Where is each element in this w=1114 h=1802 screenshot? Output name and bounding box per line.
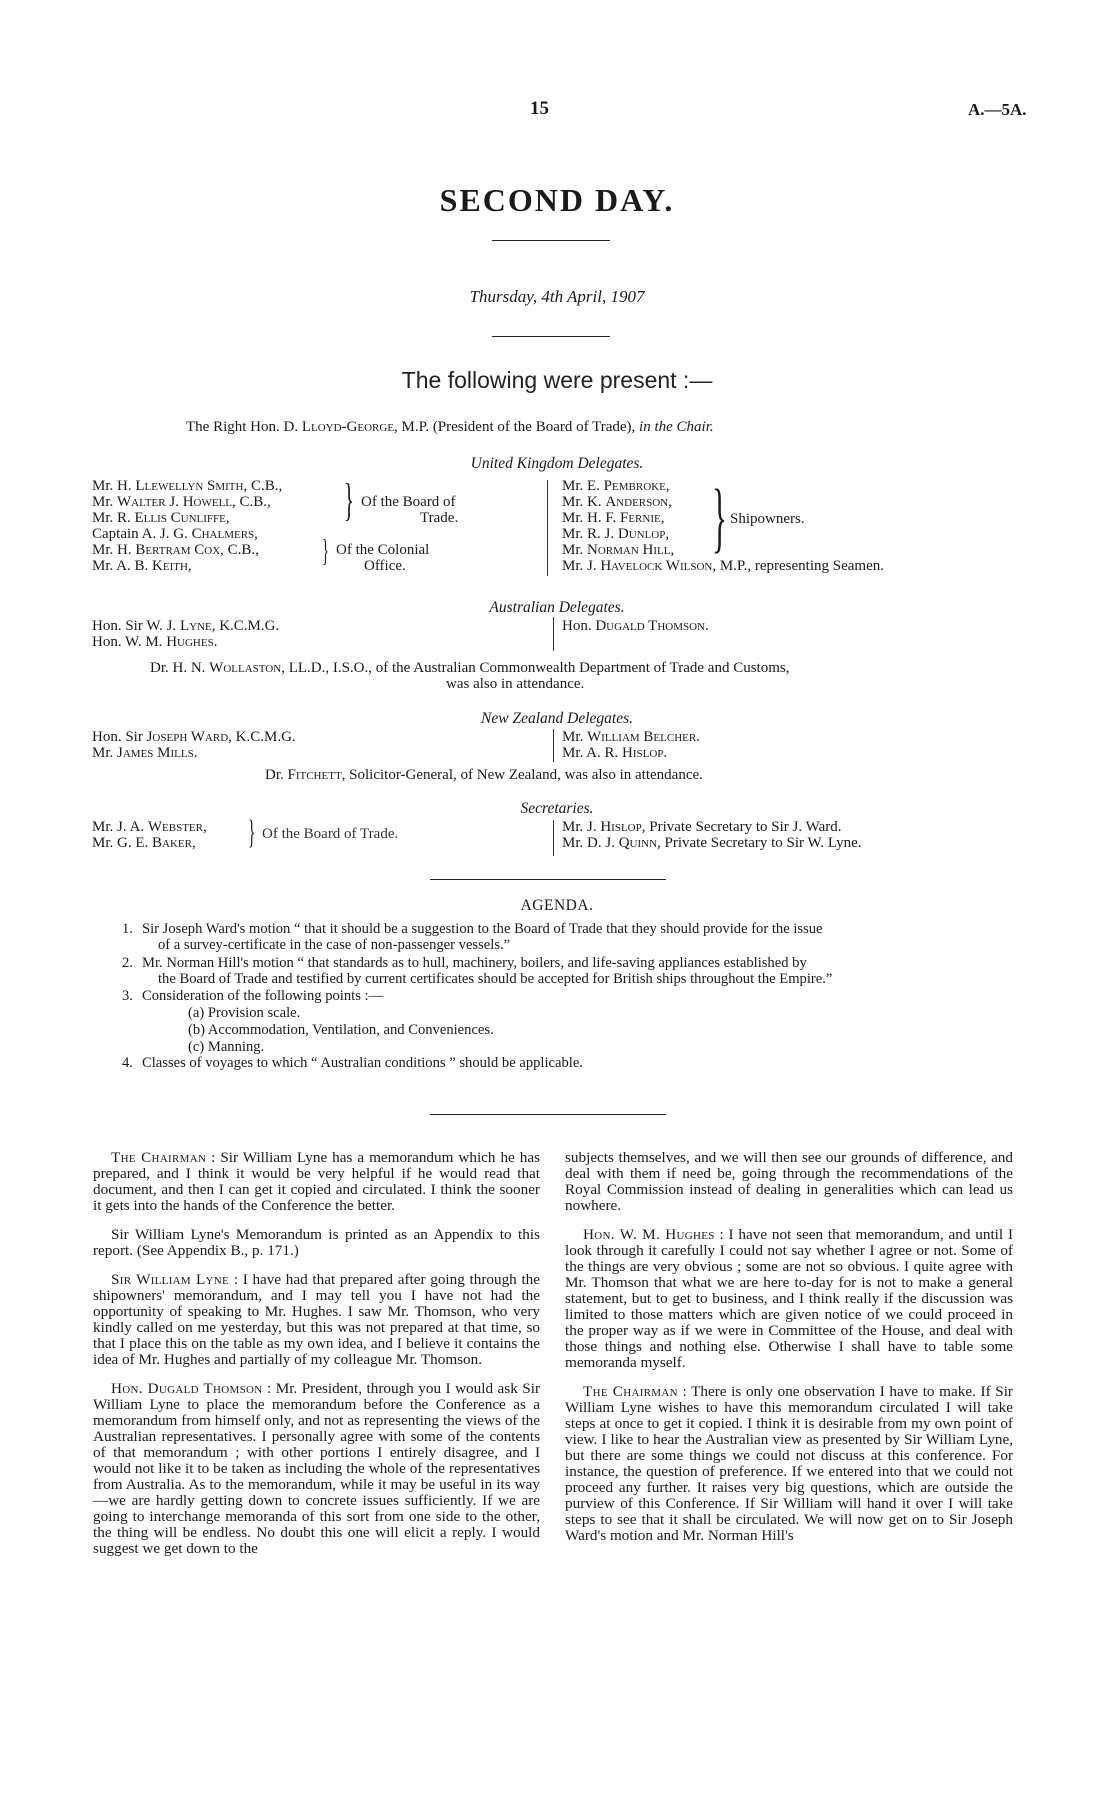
person-name: Norman Hill — [587, 542, 671, 558]
secretaries-brace: } — [248, 814, 256, 851]
title-rule — [492, 240, 610, 241]
uk-delegate — [562, 542, 674, 558]
name-prefix: Mr. — [562, 542, 584, 558]
name-prefix: Mr. G. E. — [92, 835, 149, 851]
name-suffix: , — [668, 494, 672, 510]
speech-text: subjects themselves, and we will then see our grounds of difference, and deal with them if need be, going through the recommendations of the Royal Commission instead of dealing in generalities which can lead us nowhere. — [565, 1149, 1013, 1214]
australian-delegate — [562, 618, 709, 634]
nz-delegate — [92, 745, 197, 761]
agenda-item-2: 2. Mr. Norman Hill's motion “ that standards as to hull, machinery, boilers, and life-saving appliances established by the Board of Trade and testified by current certificates should be accepted for British ships throughout the Empire.” — [122, 955, 833, 987]
speech-paragraph — [93, 1227, 540, 1259]
name-suffix: . — [213, 634, 218, 650]
shipowners-label: Shipowners. — [730, 511, 805, 527]
person-name: Pembroke — [603, 478, 666, 494]
name-prefix: Mr. A. B. — [92, 558, 149, 574]
speech-paragraph — [565, 1227, 1013, 1371]
uk-delegate — [92, 510, 230, 526]
speech-text: : I have not seen that memorandum, and until I look through it carefully I could not say whether I agree or not. Some of the things are very obvious ; some are not so obvious. I quite agree with Mr. Thomson that what we are here to-day for is not to make a general statement, but to get to business, and I think really if the discussion was limited to those matters which are given notice of we could proceed in the proper way as if we were in Committee of the House, and deal with those things and nothing else. Otherwise I shall have to table some memoranda myself. — [565, 1226, 1013, 1371]
name-suffix: , C.B., — [232, 494, 271, 510]
name-suffix: , — [191, 835, 196, 851]
board-label-2: Trade. — [420, 510, 459, 526]
colonial-brace: } — [322, 532, 329, 568]
name-prefix: Mr. — [92, 745, 114, 761]
secretaries-divider — [553, 820, 554, 856]
name-prefix: Hon. W. M. — [92, 634, 163, 650]
secretary — [92, 819, 207, 835]
left-column — [93, 1150, 540, 1570]
nz-delegate — [92, 729, 296, 745]
secretary — [562, 819, 841, 835]
name-suffix: , — [660, 510, 665, 526]
name-prefix: Mr. D. J. — [562, 835, 615, 851]
board-label: Of the Board of — [361, 494, 456, 510]
name-prefix: Mr. — [562, 729, 584, 745]
person-name: Dugald Thomson — [595, 618, 705, 634]
agenda-top-rule — [430, 879, 666, 880]
person-name: Walter J. Howell — [117, 494, 233, 510]
speech-text: Sir William Lyne's Memorandum is printed as an Appendix to this report. (See Appendix B., p. 171.) — [93, 1226, 540, 1259]
agenda-sub-item-b: (b) Accommodation, Ventilation, and Conveniences. — [188, 1022, 494, 1038]
uk-delegate — [92, 494, 271, 510]
colonial-label-2: Office. — [364, 558, 406, 574]
secretary — [562, 835, 862, 851]
name-suffix: , — [254, 526, 258, 542]
wollaston-note-2: was also in attendance. — [446, 676, 585, 692]
person-name: William Belcher — [587, 729, 697, 745]
name-prefix: Mr. H. — [92, 478, 132, 494]
name-prefix: Mr. — [92, 494, 114, 510]
person-name: Lyne — [179, 618, 212, 634]
agenda-sub-item-c: (c) Manning. — [188, 1039, 265, 1055]
name-suffix: , — [670, 542, 675, 558]
secretaries-heading: Secretaries. — [520, 800, 594, 817]
name-suffix: , K.C.M.G. — [211, 618, 280, 634]
speech-paragraph — [565, 1384, 1013, 1544]
person-name: Keith — [152, 558, 188, 574]
person-name: Webster — [147, 819, 203, 835]
name-suffix: , — [665, 526, 670, 542]
secretary — [92, 835, 196, 851]
person-name: Anderson — [605, 494, 669, 510]
speaker-name: Sir William Lyne — [111, 1271, 230, 1288]
person-name: Baker — [152, 835, 192, 851]
nz-delegate — [562, 745, 667, 761]
name-prefix: Hon. — [562, 618, 592, 634]
wollaston-note: Dr. H. N. Wollaston, LL.D., I.S.O., of the Australian Commonwealth Department of Trade and Customs, — [150, 660, 790, 676]
person-name: Hughes — [166, 634, 214, 650]
person-name: Chalmers — [191, 526, 255, 542]
date-rule — [492, 336, 610, 337]
uk-delegates-heading: United Kingdom Delegates. — [470, 455, 644, 472]
person-name: Hislop — [600, 819, 642, 835]
australian-delegate — [92, 634, 217, 650]
uk-delegate — [562, 558, 884, 574]
name-suffix: . — [705, 618, 709, 634]
person-name: Quinn — [618, 835, 658, 851]
australian-delegate — [92, 618, 279, 634]
meeting-date: Thursday, 4th April, 1907 — [469, 287, 645, 306]
uk-delegate — [562, 494, 672, 510]
name-suffix: , C.B., — [220, 542, 259, 558]
name-suffix: , — [665, 478, 670, 494]
name-suffix: . — [193, 745, 198, 761]
person-name: Dunlop — [617, 526, 666, 542]
colonial-label: Of the Colonial — [336, 542, 430, 558]
speaker-name: Hon. W. M. Hughes — [583, 1226, 715, 1243]
right-column — [565, 1150, 1013, 1557]
speech-paragraph — [565, 1150, 1013, 1214]
name-prefix: Mr. K. — [562, 494, 602, 510]
fitchett-note: Dr. Fitchett, Solicitor-General, of New Zealand, was also in attendance. — [265, 767, 703, 783]
person-name: Havelock Wilson — [600, 558, 713, 574]
nz-delegates-heading: New Zealand Delegates. — [481, 710, 633, 727]
name-prefix: Mr. R. — [92, 510, 131, 526]
nz-delegate — [562, 729, 700, 745]
uk-delegate — [92, 558, 192, 574]
page-number: 15 — [530, 98, 549, 119]
uk-delegate — [92, 542, 259, 558]
agenda-item-3: 3. Consideration of the following points :— — [122, 988, 384, 1004]
agenda-item-1: 1. Sir Joseph Ward's motion “ that it should be a suggestion to the Board of Trade that they should provide for the issue of a survey-certificate in the case of non-passenger vessels.” — [122, 921, 823, 953]
name-prefix: Mr. R. J. — [562, 526, 615, 542]
name-prefix: Mr. J. — [562, 558, 597, 574]
person-name: James Mills — [117, 745, 194, 761]
name-suffix: , M.P., representing Seamen. — [712, 558, 884, 574]
name-prefix: Mr. H. F. — [562, 510, 617, 526]
day-title: SECOND DAY. — [439, 182, 675, 218]
speech-paragraph — [93, 1150, 540, 1214]
agenda-sub-item-a: (a) Provision scale. — [188, 1005, 301, 1021]
name-prefix: Mr. E. — [562, 478, 600, 494]
name-prefix: Mr. H. — [92, 542, 132, 558]
name-prefix: Hon. Sir W. J. — [92, 618, 177, 634]
person-name: Ellis Cunliffe — [134, 510, 226, 526]
secretaries-board-label: Of the Board of Trade. — [262, 826, 399, 842]
speech-text: : Mr. President, through you I would ask Sir William Lyne to place the memorandum before the Conference as a memorandum from himself only, and not as representing the views of the Australian representatives. I personally agree with some of the contents of that memorandum ; with other portions I entirely disagree, and I would not like it to be taken as including the whole of the representatives from Australia. As to the memorandum, while it may be useful in its way—we are hardly getting down to concrete issues sufficiently. If we are going to interchange memoranda of this sort from one side to the other, the thing will be endless. No doubt this one will elicit a reply. I would suggest we get down to the — [93, 1380, 540, 1557]
name-prefix: Hon. Sir — [92, 729, 143, 745]
speech-paragraph — [93, 1272, 540, 1368]
person-name: Llewellyn Smith — [135, 478, 244, 494]
name-prefix: Mr. A. R. — [562, 745, 619, 761]
speaker-name: The Chairman — [111, 1149, 207, 1166]
uk-delegate — [92, 526, 258, 542]
person-name: Joseph Ward — [146, 729, 229, 745]
australia-divider — [553, 617, 554, 651]
name-suffix: , K.C.M.G. — [228, 729, 296, 745]
name-prefix: Mr. J. — [562, 819, 597, 835]
uk-delegate — [92, 478, 282, 494]
agenda-bottom-rule — [430, 1114, 666, 1115]
speaker-name: The Chairman — [583, 1383, 678, 1400]
uk-divider — [547, 480, 548, 576]
speech-text: : I have had that prepared after going through the shipowners' memorandum, and I may tell you I have not had the opportunity of speaking to Mr. Hughes. I saw Mr. Thomson, who very kindly called on me yesterday, but this was not prepared at that time, so that I place this on the table as my own idea, and I believe it contains the idea of Mr. Hughes and partially of my colleague Mr. Thomson. — [93, 1271, 541, 1368]
name-suffix: , C.B., — [243, 478, 283, 494]
name-suffix: , Private Secretary to Sir W. Lyne. — [657, 835, 862, 851]
chair-line: The Right Hon. D. Lloyd-George, M.P. (President of the Board of Trade), in the Chair. — [186, 419, 714, 435]
australian-delegates-heading: Australian Delegates. — [489, 599, 625, 616]
agenda-item-4: 4. Classes of voyages to which “ Australian conditions ” should be applicable. — [122, 1055, 583, 1071]
uk-delegate — [562, 526, 669, 542]
speech-text: : There is only one observation I have to make. If Sir William Lyne wishes to have this memorandum circulated I will take steps at once to get it copied. I think it is desirable from my own point of view. I like to hear the Australian view as presented by Sir William Lyne, but there are some things we could not discuss at this conference. For instance, the question of preference. If we entered into that we could not proceed any further. It raises very big questions, which are outside the purview of this Conference. If Sir William will hand it over I will take steps to see that it shall be circulated. We will now get on to Sir Joseph Ward's motion and Mr. Norman Hill's — [565, 1383, 1013, 1544]
person-name: Fernie — [619, 510, 661, 526]
speaker-name: Hon. Dugald Thomson — [111, 1380, 263, 1397]
name-suffix: . — [663, 745, 668, 761]
name-suffix: , — [187, 558, 192, 574]
name-suffix: , — [202, 819, 207, 835]
name-suffix: , — [225, 510, 230, 526]
board-brace: } — [344, 474, 354, 525]
uk-delegate — [562, 510, 664, 526]
name-prefix: Captain A. J. G. — [92, 526, 188, 542]
present-heading: The following were present :— — [401, 367, 713, 393]
speech-paragraph — [93, 1381, 540, 1557]
name-prefix: Mr. J. A. — [92, 819, 145, 835]
speech-text: : Sir William Lyne has a memorandum which he has prepared, and I think it would be very helpful if he would read that document, and then I can get it copied and circulated. I think the sooner it gets into the hands of the Conference the better. — [93, 1149, 541, 1214]
nz-divider — [553, 729, 554, 762]
agenda-heading: AGENDA. — [520, 897, 594, 914]
name-suffix: , Private Secretary to Sir J. Ward. — [641, 819, 842, 835]
person-name: Hislop — [622, 745, 664, 761]
uk-delegate — [562, 478, 670, 494]
document-reference: A.—5A. — [968, 100, 1027, 119]
shipowners-brace: } — [712, 473, 727, 560]
name-suffix: . — [696, 729, 700, 745]
person-name: Bertram Cox — [135, 542, 221, 558]
